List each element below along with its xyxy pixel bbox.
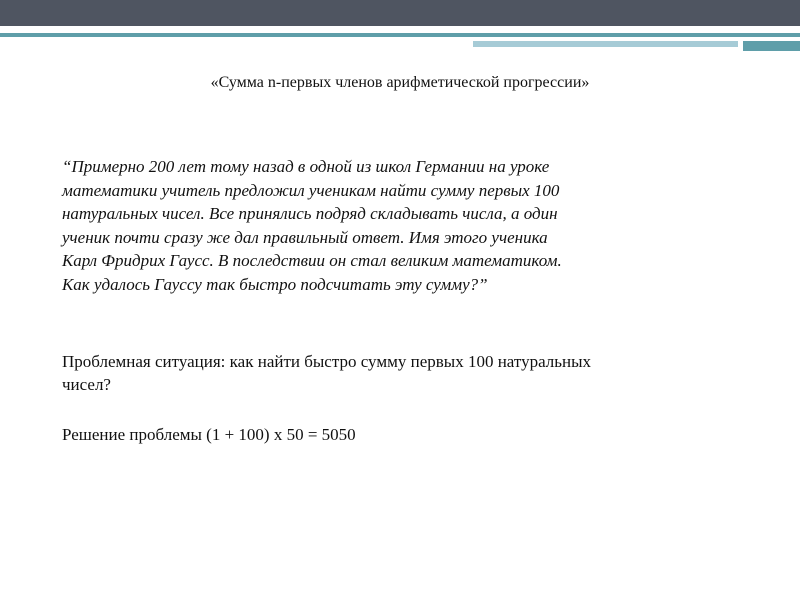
- quote-line: ученик почти сразу же дал правильный ответ. Имя этого ученика: [62, 227, 548, 247]
- accent-stripe: [0, 33, 800, 37]
- problem-line: чисел?: [62, 375, 111, 394]
- quote-line: математики учитель предложил ученикам найти сумму первых 100: [62, 180, 560, 200]
- problem-line: Проблемная ситуация: как найти быстро сумму первых 100 натуральных: [62, 352, 592, 371]
- accent-stripe-light: [473, 41, 738, 47]
- slide-title: «Сумма n-первых членов арифметической прогрессии»: [210, 74, 590, 91]
- header-bar: [0, 0, 800, 26]
- accent-stripe-corner: [743, 41, 800, 51]
- quote-line: Карл Фридрих Гаусс. В последствии он стал великим математиком.: [62, 251, 562, 270]
- quote-block: [62, 155, 762, 296]
- quote-line: “Примерно 200 лет тому назад в одной из школ Германии на уроке: [62, 157, 550, 176]
- solution-statement: Решение проблемы (1 + 100) х 50 = 5050: [62, 425, 356, 444]
- quote-line: Как удалось Гауссу так быстро подсчитать эту сумму?”: [62, 274, 488, 294]
- problem-statement: [62, 350, 762, 396]
- quote-line: натуральных чисел. Все принялись подряд складывать числа, а один: [62, 204, 558, 223]
